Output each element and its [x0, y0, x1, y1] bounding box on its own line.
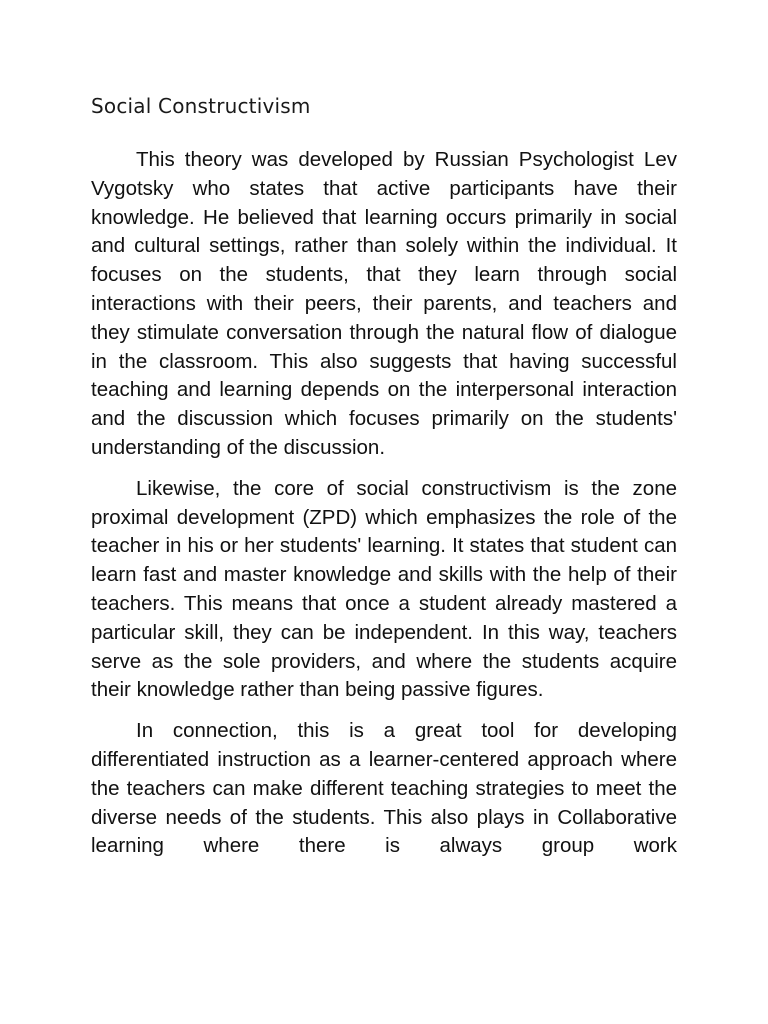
paragraph-vygotsky-theory: This theory was developed by Russian Psychologist Lev Vygotsky who states that active participants have their knowledge. He believed that learning occurs primarily in social and cultural settings, rather than solely within the individual. It focuses on the students, that they learn through social interactions with their peers, their parents, and teachers and they stimulate conversation through the natural flow of dialogue in the classroom. This also suggests that having successful teaching and learning depends on the interpersonal interaction and the discussion which focuses primarily on the students' understanding of the discussion. — [91, 148, 677, 459]
body-text — [91, 146, 677, 873]
section-heading: Social Constructivism — [91, 94, 311, 118]
paragraph-zpd: Likewise, the core of social constructivism is the zone proximal development (ZPD) which emphasizes the role of the teacher in his or her students' learning. It states that student can learn fast and master knowledge and skills with the help of their teachers. This means that once a student already mastered a particular skill, they can be independent. In this way, teachers serve as the sole providers, and where the students acquire their knowledge rather than being passive figures. — [91, 476, 677, 702]
paragraph-differentiated-instruction: In connection, this is a great tool for developing differentiated instruction as a learner-centered approach where the teachers can make different teaching strategies to meet the diverse needs of the students. This also plays in Collaborative learning where there is always group work — [91, 719, 677, 858]
